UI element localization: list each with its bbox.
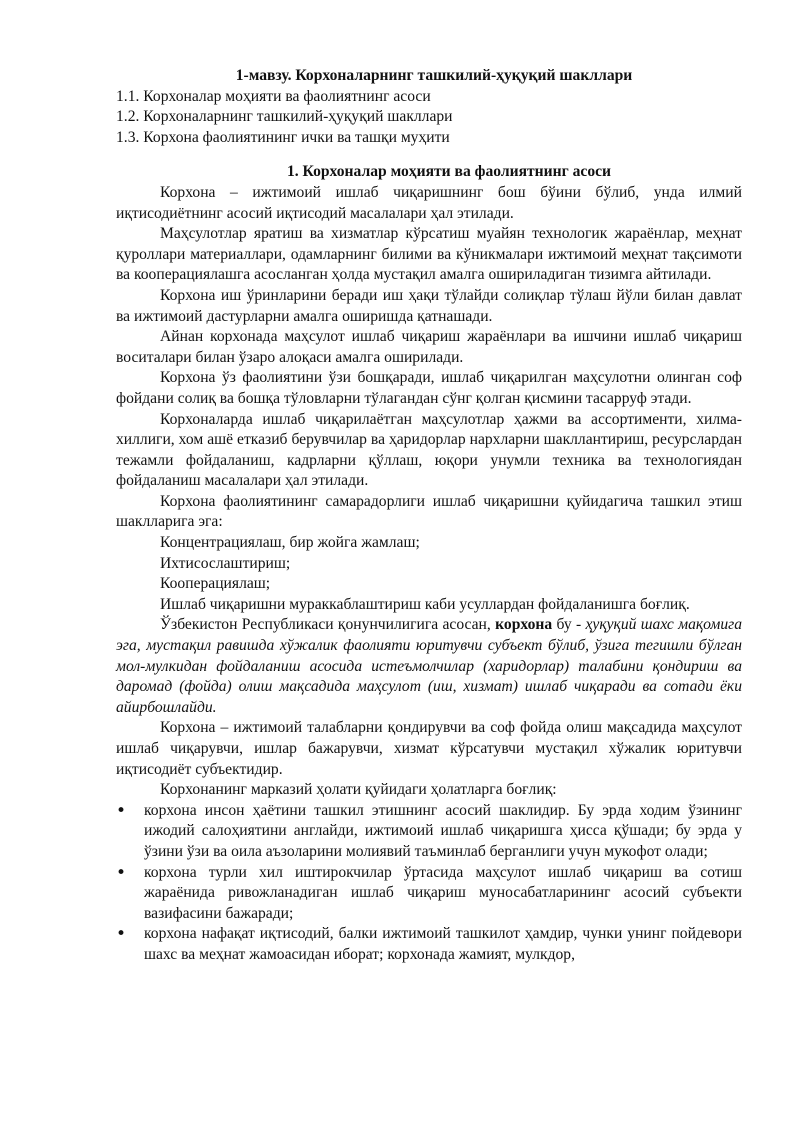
law-mid-text: бу - xyxy=(552,616,586,634)
toc-item: 1.1. Корхоналар моҳияти ва фаолиятнинг асоси xyxy=(116,87,431,105)
paragraph: Корхона иш ўринларини беради иш ҳақи тўлайди солиқлар тўлаш йўли билан давлат ва ижтимоий дастурларни амалга оширишда қатнашади. xyxy=(116,286,742,325)
topic-heading: 1-мавзу. Корхоналарнинг ташкилий-ҳуқуқий шакллари xyxy=(235,67,633,84)
paragraph: Ишлаб чиқаришни мураккаблаштириш каби усуллардан фойдаланишга боғлиқ. xyxy=(160,595,690,613)
law-lead-text: Ўзбекистон Республикаси қонунчилигига асосан, xyxy=(160,616,496,634)
form-item: Кооперациялаш; xyxy=(160,575,271,593)
paragraph: Маҳсулотлар яратиш ва хизматлар кўрсатиш муайян технологик жараёнлар, меҳнат қуроллари материаллари, одамларнинг билими ва кўникмалари ижтимоий меҳнат тақсимоти ва кооперациялашга асосланган ҳолда мустақил амалга ошириладиган тизимга айтилади. xyxy=(116,225,742,284)
law-bold-term: корхона xyxy=(495,616,553,634)
paragraph: Корхона – ижтимоий ишлаб чиқаришнинг бош бўини бўлиб, унда илмий иқтисодиётнинг асосий иқтисодий масалалари ҳал этилади. xyxy=(116,183,742,222)
paragraph: Корхоналарда ишлаб чиқарилаётган маҳсулотлар ҳажми ва ассортименти, хилма-хиллиги, хом ашё етказиб берувчилар ва ҳаридорлар нархларни шакллантириш, ресурслардан тежамли фойдаланиш, кадрларни қўллаш, юқори унумли техника ва технологиядан фойдаланиш масалалари ҳал этилади. xyxy=(116,410,742,490)
paragraph: Корхона – ижтимоий талабларни қондирувчи ва соф фойда олиш мақсадида маҳсулот ишлаб чиқарувчи, ишлар бажарувчи, хизмат кўрсатувчи мустақил хўжалик юритувчи иқтисодиёт субъектидир. xyxy=(116,719,742,778)
form-item: Концентрациялаш, бир жойга жамлаш; xyxy=(160,534,420,552)
law-italic-definition: ҳуқуқий шахс мақомига эга, мустақил равишда хўжалик фаолияти юритувчи субъект бўлиб, ўзига тегишли бўлган мол-мулкидан фойдаланиш асосида истеъмолчилар (харидорлар) талабини қондириш ва даромад (фойда) олиш мақсадида маҳсулот (иш, хизмат) ишлаб чиқаради ва сотади ёки айирбошлайди. xyxy=(116,616,743,716)
paragraph: Корхона ўз фаолиятини ўзи бошқаради, ишлаб чиқарилган маҳсулотни олинган соф фойдани солиқ ва бошқа тўловларни тўлагандан сўнг қолган қисмини тасарруф этади. xyxy=(116,369,742,407)
spacer xyxy=(116,148,742,162)
table-of-contents xyxy=(116,87,742,149)
bullet-item: • корхона нафақат иқтисодий, балки ижтимоий ташкилот ҳамдир, чунки унинг пойдевори шахс ва меҳнат жамоасидан иборат; корхонада жамият, мулкдор, xyxy=(116,924,742,965)
paragraph: Айнан корхонада маҳсулот ишлаб чиқариш жараёнлари ва ишчини ишлаб чиқариш воситалари билан ўзаро алоқаси амалга оширилади. xyxy=(116,328,742,366)
form-item: Ихтисослаштириш; xyxy=(160,554,291,572)
document-page xyxy=(116,66,742,966)
toc-item: 1.2. Корхоналарнинг ташкилий-ҳуқуқий шакллари xyxy=(116,108,453,126)
bullet-item: • корхона инсон ҳаётини ташкил этишнинг асосий шаклидир. Бу эрда ходим ўзининг ижодий салоҳиятини англайди, ижтимоий ишлаб чиқаришга ҳисса қўшади; бу эрда у ўзини ўзи ва оила аъзоларини молиявий таъминлаб берганлиги учун мукофот олади; xyxy=(116,801,742,863)
toc-item: 1.3. Корхона фаолиятининг ички ва ташқи муҳити xyxy=(116,128,450,146)
bullet-list xyxy=(116,801,742,966)
section-title: 1. Корхоналар моҳияти ва фаолиятнинг асоси xyxy=(286,163,612,181)
paragraph: Корхонанинг марказий ҳолати қуйидаги ҳолатларга боғлиқ: xyxy=(160,781,557,799)
law-definition-paragraph xyxy=(116,615,742,718)
bullet-item: • корхона турли хил иштирокчилар ўртасида маҳсулот ишлаб чиқариш ва сотиш жараёнида ривожланадиган ишлаб чиқариш муносабатларининг асосий субъекти вазифасини бажаради; xyxy=(116,863,742,925)
paragraph: Корхона фаолиятининг самарадорлиги ишлаб чиқаришни қуйидагича ташкил этиш шаклларига эга: xyxy=(116,492,742,531)
